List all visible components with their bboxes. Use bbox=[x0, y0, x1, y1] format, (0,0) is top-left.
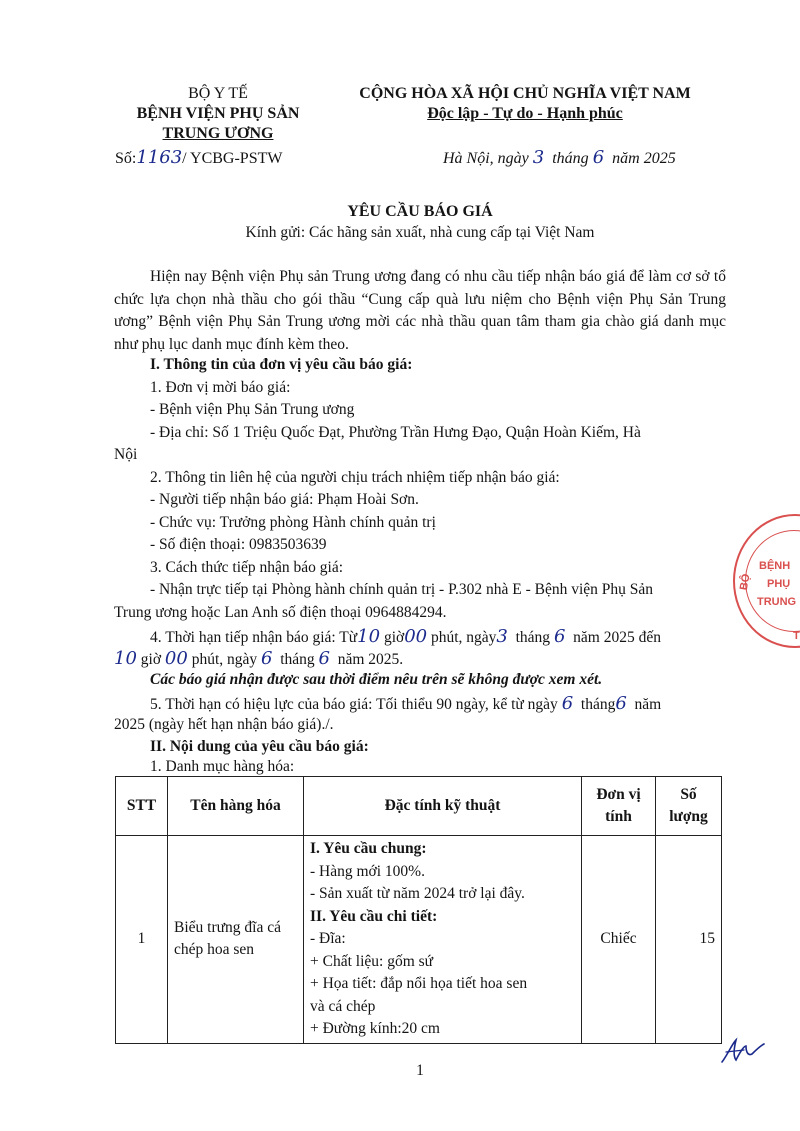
cell-spec bbox=[304, 836, 582, 1044]
hospital-name-line1: BỆNH VIỆN PHỤ SẢN bbox=[136, 105, 300, 122]
section1-item3-title: 3. Cách thức tiếp nhận báo giá: bbox=[150, 559, 344, 576]
section1-item2-title: 2. Thông tin liên hệ của người chịu trách nhiệm tiếp nhận báo giá: bbox=[150, 469, 560, 486]
header-stt: STT bbox=[116, 777, 168, 836]
official-stamp bbox=[733, 514, 800, 648]
date-prefix: Hà Nội, ngày bbox=[443, 150, 529, 167]
spec-line: + Đường kính:20 cm bbox=[310, 1020, 440, 1037]
stamp-text-line3: TRUNG bbox=[757, 596, 797, 608]
deadline-hour-to: 10 bbox=[114, 648, 137, 669]
goods-list-title: 1. Danh mục hàng hóa: bbox=[150, 758, 295, 775]
spec-line: + Họa tiết: đắp nổi họa tiết hoa sen bbox=[310, 975, 528, 992]
header-unit-line2: tính bbox=[605, 808, 632, 825]
deadline-year-from: năm 2025 đến bbox=[573, 629, 661, 646]
date-day-handwritten: 3 bbox=[532, 147, 545, 168]
section1-heading: I. Thông tin của đơn vị yêu cầu báo giá: bbox=[150, 356, 413, 373]
intro-paragraph: Hiện nay Bệnh viện Phụ sản Trung ương đang có nhu cầu tiếp nhận báo giá để làm cơ sở tổ chức lựa chọn nhà thầu cho gói thầu “Cung cấp quà lưu niệm cho Bệnh viện Phụ Sản Trung ương” Bệnh viện Phụ Sản Trung ương mời các nhà thầu quan tâm tham gia chào giá danh mục như phụ lục danh mục đính kèm theo. bbox=[114, 268, 726, 353]
header-spec: Đặc tính kỹ thuật bbox=[304, 777, 582, 836]
header-qty-line1: Số bbox=[680, 786, 697, 803]
header-qty bbox=[656, 777, 722, 836]
deadline-line1 bbox=[150, 626, 661, 647]
doc-number-handwritten: 1163 bbox=[136, 147, 183, 168]
deadline-min-to: 00 bbox=[164, 648, 188, 669]
method-line2: Trung ương hoặc Lan Anh số điện thoại 0964884294. bbox=[114, 604, 447, 621]
validity-day: 6 bbox=[561, 693, 574, 714]
stamp-text-line1: BỆNH bbox=[759, 560, 791, 572]
deadline-min-label: phút, ngày bbox=[430, 629, 497, 646]
stamp-bottom-text: T bbox=[793, 630, 800, 642]
national-motto: Độc lập - Tự do - Hạnh phúc bbox=[427, 105, 623, 122]
page-number: 1 bbox=[416, 1062, 424, 1079]
document-date bbox=[443, 147, 676, 168]
deadline-line2 bbox=[114, 648, 403, 669]
late-quote-note: Các báo giá nhận được sau thời điểm nêu trên sẽ không được xem xét. bbox=[150, 671, 603, 688]
deadline-month-label-2: tháng bbox=[280, 651, 315, 668]
method-line1: - Nhận trực tiếp tại Phòng hành chính quản trị - P.302 nhà E - Bệnh viện Phụ Sản bbox=[150, 581, 654, 598]
cell-unit: Chiếc bbox=[582, 836, 656, 1044]
country-name: CỘNG HÒA XÃ HỘI CHỦ NGHĨA VIỆT NAM bbox=[359, 85, 691, 102]
deadline-day-to: 6 bbox=[261, 648, 273, 669]
deadline-hour-label: giờ bbox=[383, 629, 405, 646]
deadline-year-to: năm 2025. bbox=[337, 651, 404, 668]
section2-heading: II. Nội dung của yêu cầu báo giá: bbox=[150, 738, 369, 755]
initials-signature bbox=[718, 1034, 768, 1068]
deadline-prefix: 4. Thời hạn tiếp nhận báo giá: Từ bbox=[150, 629, 358, 646]
section1-item1-title: 1. Đơn vị mời báo giá: bbox=[150, 379, 291, 396]
spec-line: và cá chép bbox=[310, 997, 376, 1015]
validity-month: 6 bbox=[615, 693, 627, 714]
deadline-month-to: 6 bbox=[318, 648, 330, 669]
date-month-label: tháng bbox=[552, 150, 589, 167]
spec-line: - Hàng mới 100%. bbox=[310, 862, 425, 880]
address-line1: - Địa chỉ: Số 1 Triệu Quốc Đạt, Phường Trần Hưng Đạo, Quận Hoàn Kiếm, Hà bbox=[150, 424, 641, 441]
header-unit-line1: Đơn vị bbox=[596, 786, 641, 803]
hospital-name-line2: TRUNG ƯƠNG bbox=[162, 125, 274, 142]
validity-year-label: năm bbox=[634, 696, 662, 713]
spec-line: + Chất liệu: gốm sứ bbox=[310, 952, 434, 970]
recipient-line: Kính gửi: Các hãng sản xuất, nhà cung cấp tại Việt Nam bbox=[245, 224, 595, 241]
validity-line1 bbox=[150, 693, 661, 714]
validity-line2: 2025 (ngày hết hạn nhận báo giá)./. bbox=[114, 716, 334, 733]
deadline-hour-from: 10 bbox=[357, 626, 381, 647]
receiver-position: - Chức vụ: Trưởng phòng Hành chính quản trị bbox=[150, 514, 436, 531]
receiver-phone: - Số điện thoại: 0983503639 bbox=[150, 536, 327, 553]
deadline-day-from: 3 bbox=[496, 626, 508, 647]
goods-table bbox=[115, 776, 722, 1044]
doc-number-prefix: Số: bbox=[115, 150, 137, 167]
deadline-min-from: 00 bbox=[404, 626, 428, 647]
deadline-min-label-2: phút, ngày bbox=[191, 651, 258, 668]
spec-line: II. Yêu cầu chi tiết: bbox=[310, 907, 438, 925]
validity-month-label: tháng bbox=[580, 696, 616, 713]
receiver-name: - Người tiếp nhận báo giá: Phạm Hoài Sơn. bbox=[150, 491, 419, 508]
cell-stt: 1 bbox=[116, 836, 168, 1044]
header-qty-line2: lượng bbox=[669, 808, 708, 825]
unit-name: - Bệnh viện Phụ Sản Trung ương bbox=[150, 401, 355, 418]
date-year: năm 2025 bbox=[612, 150, 676, 167]
spec-line: - Đĩa: bbox=[310, 930, 346, 947]
document-number bbox=[115, 147, 282, 168]
deadline-month-label: tháng bbox=[515, 629, 551, 646]
validity-prefix: 5. Thời hạn có hiệu lực của báo giá: Tối thiểu 90 ngày, kể từ ngày bbox=[150, 696, 558, 713]
table-header-row bbox=[116, 777, 722, 836]
stamp-side-text: BỘ bbox=[737, 572, 753, 592]
cell-name: Biểu trưng đĩa cá chép hoa sen bbox=[168, 836, 304, 1044]
stamp-text-line2: PHỤ bbox=[767, 578, 791, 590]
header-name: Tên hàng hóa bbox=[168, 777, 304, 836]
cell-qty: 15 bbox=[656, 836, 722, 1044]
table-row bbox=[116, 836, 722, 1044]
deadline-month-from: 6 bbox=[553, 626, 566, 647]
date-month-handwritten: 6 bbox=[592, 147, 605, 168]
deadline-hour-label-2: giờ bbox=[140, 651, 162, 668]
spec-line: - Sản xuất từ năm 2024 trở lại đây. bbox=[310, 885, 525, 902]
header-unit bbox=[582, 777, 656, 836]
document-title: YÊU CẦU BÁO GIÁ bbox=[347, 203, 493, 220]
doc-number-suffix: / YCBG-PSTW bbox=[182, 150, 283, 167]
ministry-name: BỘ Y TẾ bbox=[188, 85, 248, 102]
spec-line: I. Yêu cầu chung: bbox=[310, 840, 427, 857]
address-line2: Nội bbox=[114, 446, 138, 463]
